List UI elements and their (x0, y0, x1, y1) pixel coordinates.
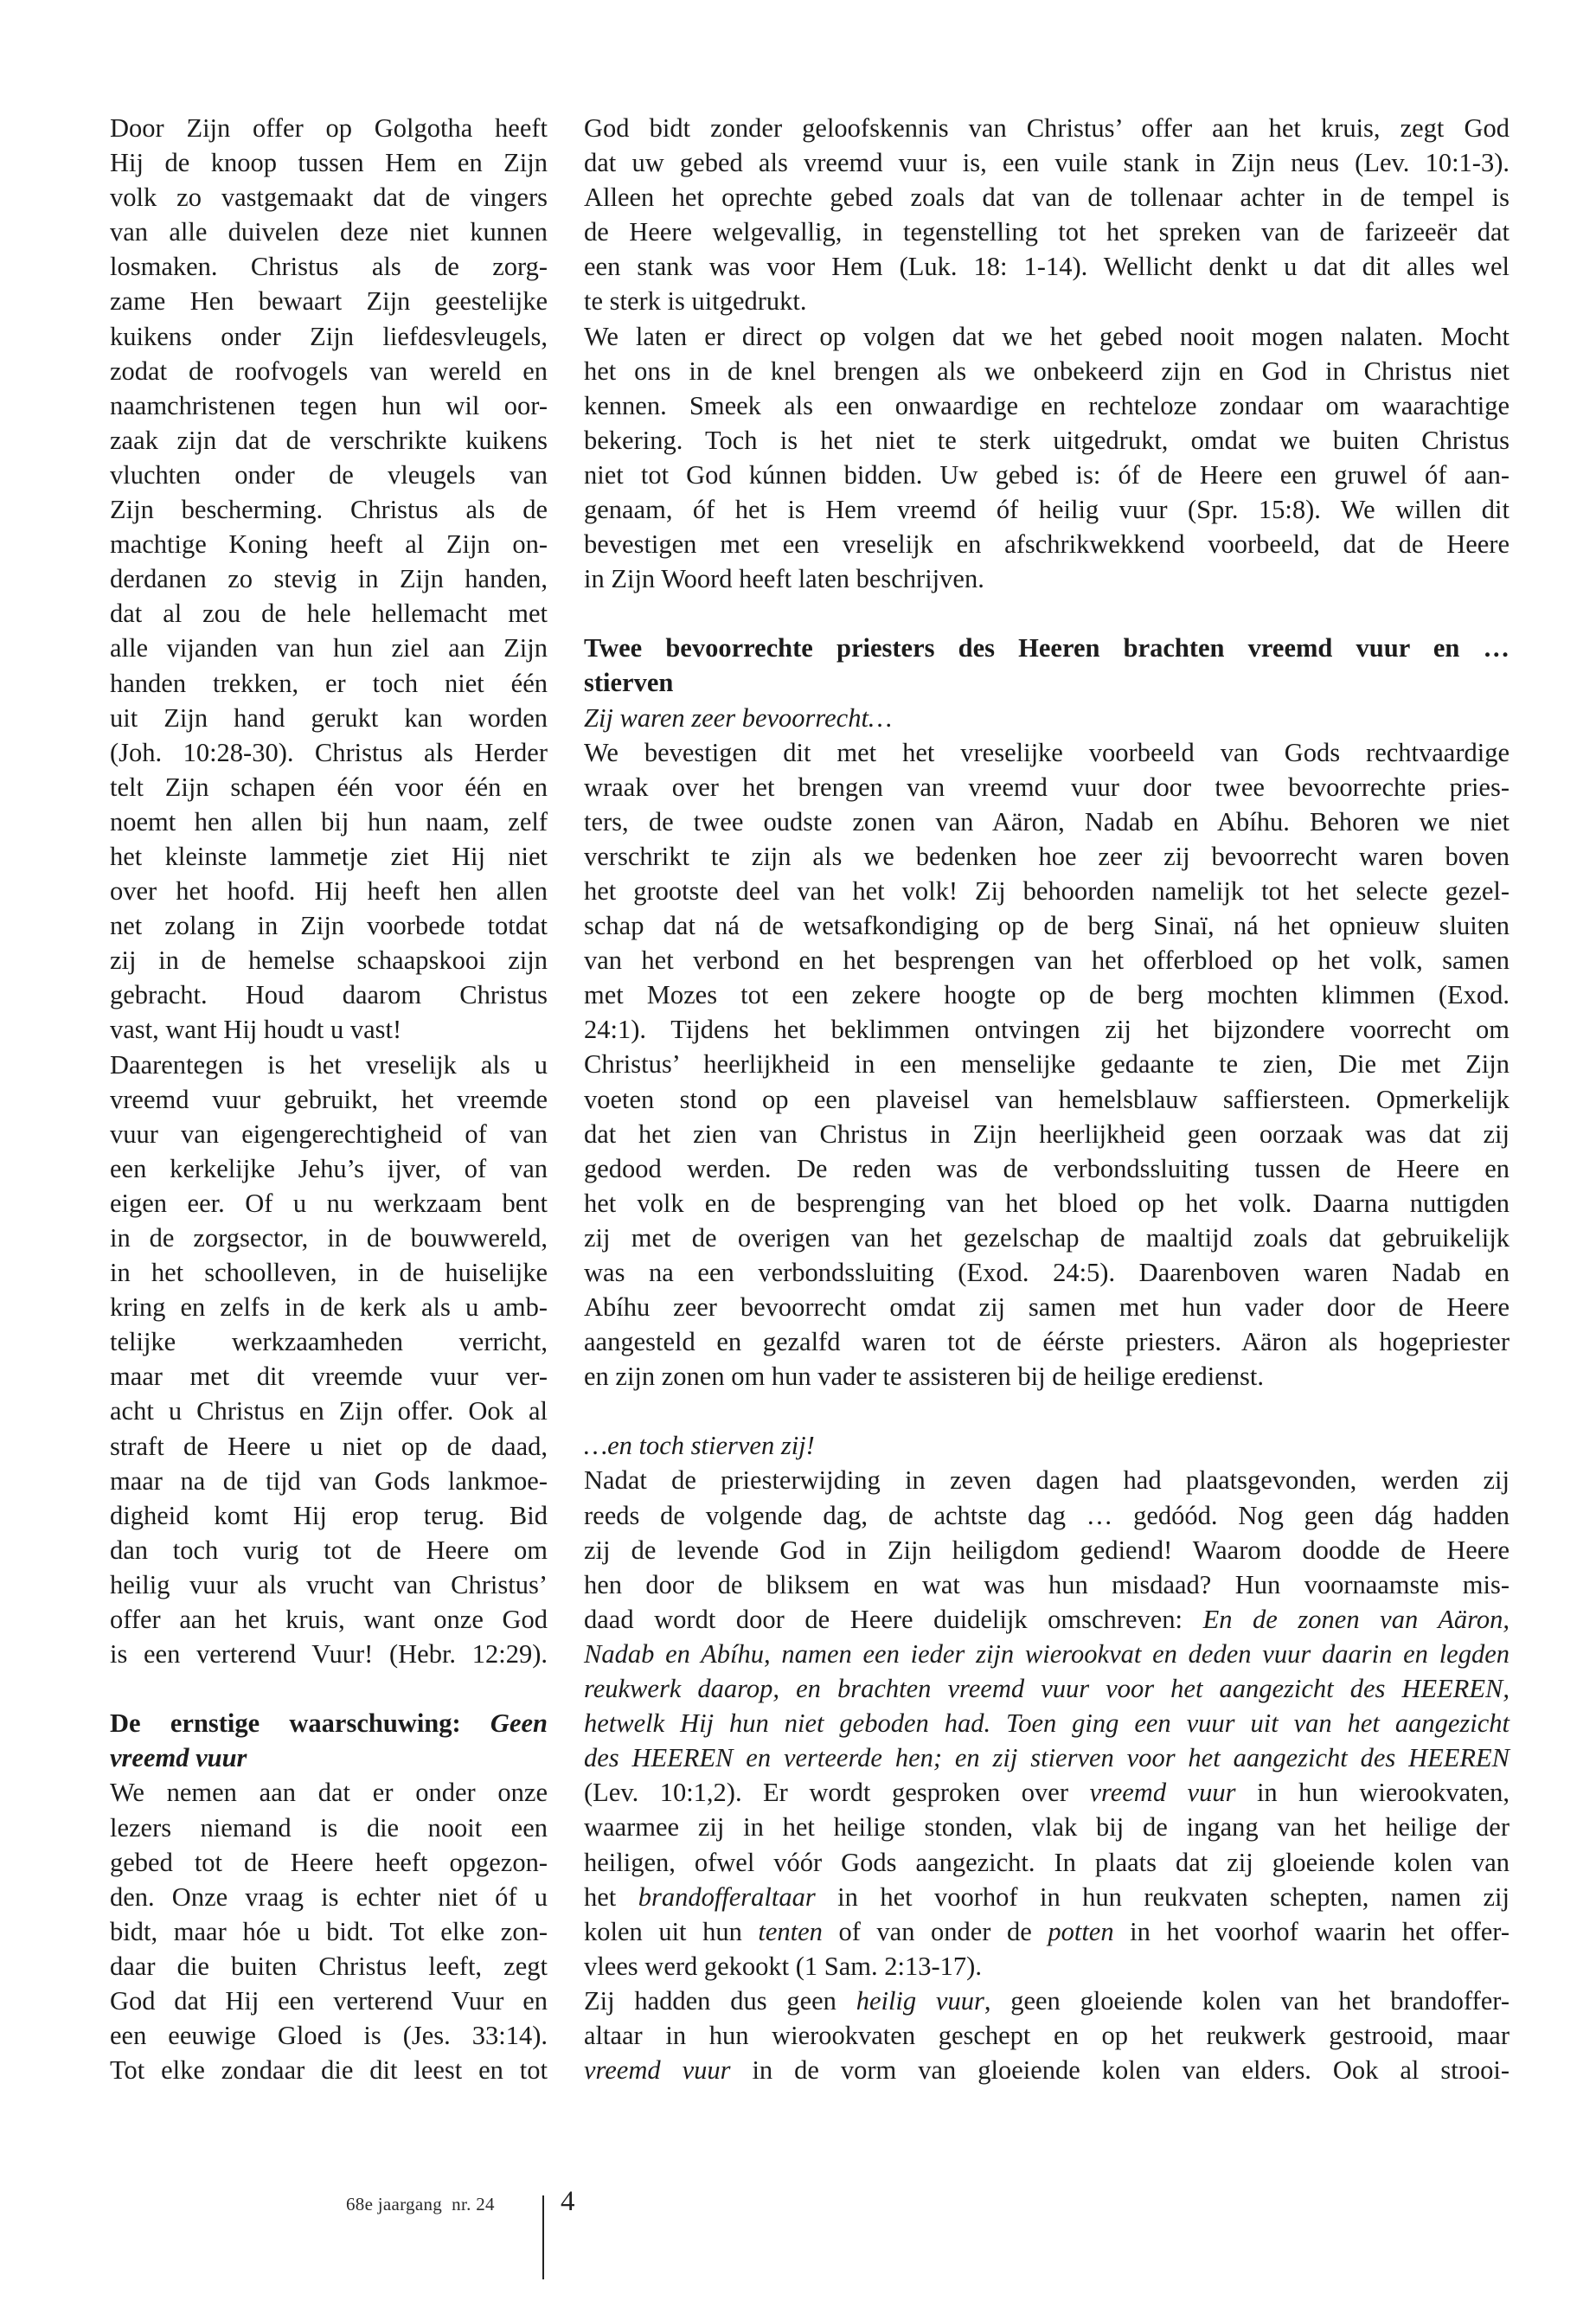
text-run: in het voorhof waarin het offer- (1113, 1916, 1509, 1946)
text-line: telt Zijn schapen één voor één en (110, 772, 548, 802)
text-line: aangesteld en gezalfd waren tot de éérste priesters. Aäron als hogepriester (584, 1327, 1509, 1357)
text-line: een kerkelijke Jehu’s ijver, of van (110, 1153, 548, 1183)
emphasis: heilig vuur (856, 1985, 984, 2016)
text-line: bevestigen met een vreselijk en afschrikwekkend voorbeeld, dat de Heere (584, 529, 1509, 560)
paragraph-never-neglect-prayer (584, 319, 1509, 597)
text-line: kring en zelfs in de kerk als u amb- (110, 1292, 548, 1323)
text-line (584, 1602, 1509, 1637)
text-line: zodat de roofvogels van wereld en (110, 356, 548, 386)
paragraph-christ-holds (110, 111, 548, 1048)
text-line: uit Zijn hand gerukt kan worden (110, 702, 548, 733)
text-line: machtige Koning heeft al Zijn on- (110, 529, 548, 560)
text-line: vluchten onder de vleugels van (110, 459, 548, 490)
text-line: verschrikt te zijn als we bedenken hoe zeer zij bevoorrecht waren boven (584, 841, 1509, 871)
text-line: kuikens onder Zijn liefdesvleugels, (110, 321, 548, 351)
text-line: heiligen, ofwel vóór Gods aangezicht. In plaats dat zij gloeiende kolen van (584, 1847, 1509, 1877)
text-line: naamchristenen tegen hun wil oor- (110, 390, 548, 420)
text-line: We laten er direct op volgen dat we het gebed nooit mogen nalaten. Mocht (584, 321, 1509, 351)
heading-line: Twee bevoorrechte priesters des Heeren brachten vreemd vuur en … (584, 633, 1509, 663)
text-line: met Mozes tot een zekere hoogte op de berg mochten klimmen (Exod. (584, 980, 1509, 1010)
text-line: alle vijanden van hun ziel aan Zijn (110, 633, 548, 663)
text-line: in Zijn Woord heeft laten beschrijven. (584, 564, 984, 594)
text-line: bidt, maar hóe u bidt. Tot elke zon- (110, 1916, 548, 1946)
text-line: is een verterend Vuur! (Hebr. 12:29). (110, 1639, 548, 1670)
text-line: zij met de overigen van het gezelschap de maaltijd zoals dat gebruikelijk (584, 1222, 1509, 1253)
text-line: lezers niemand is die nooit een (110, 1812, 548, 1843)
emphasis: potten (1048, 1916, 1114, 1946)
paragraph-no-holy-fire (584, 1984, 1509, 2087)
page-number: 4 (561, 2186, 575, 2217)
text-line: zaak zijn dat de verschrikte kuikens (110, 425, 548, 455)
emphasis: vreemd vuur (1089, 1778, 1236, 1808)
text-line: gebracht. Houd daarom Christus (110, 980, 548, 1010)
text-run: in hun wierookvaten, (1235, 1778, 1509, 1808)
heading-line (110, 1706, 548, 1740)
text-line: in het schoolleven, in de huiselijke (110, 1258, 548, 1288)
text-line: noemt hen allen bij hun naam, zelf (110, 806, 548, 836)
text-line: bekering. Toch is het niet te sterk uitgedrukt, omdat we buiten Christus (584, 425, 1509, 455)
text-line: gedood werden. De reden was de verbondssluiting tussen de Heere en (584, 1153, 1509, 1183)
text-line: vreemd vuur gebruikt, het vreemde (110, 1084, 548, 1114)
text-line: in de zorgsector, in de bouwwereld, (110, 1223, 548, 1253)
text-line: Zijn bescherming. Christus als de (110, 495, 548, 525)
text-run: kolen uit hun (584, 1916, 759, 1946)
section-heading-warning (110, 1706, 548, 1775)
text-line: het grootste deel van het volk! Zij behoorden namelijk tot het selecte gezel- (584, 875, 1509, 906)
text-line: zij de levende God in Zijn heiligdom gediend! Waarom doodde de Heere (584, 1535, 1509, 1565)
text-line: Tot elke zondaar die dit leest en tot (110, 2055, 548, 2086)
text-line: gebed tot de Heere heeft opgezon- (110, 1847, 548, 1877)
text-line: dan toch vurig tot de Heere om (110, 1535, 548, 1565)
text-line: zij in de hemelse schaapskooi zijn (110, 945, 548, 976)
text-line: van het verbond en het besprengen van het offerbloed op het volk, samen (584, 945, 1509, 976)
text-line: voeten stond op een plaveisel van hemelsblauw saffiersteen. Opmerkelijk (584, 1084, 1509, 1114)
scripture-quote-line: Nadab en Abíhu, namen een ieder zijn wierookvat en deden vuur daarin en legden (584, 1638, 1509, 1669)
issue-label: 68e jaargang nr. 24 (346, 2194, 495, 2214)
text-line: We nemen aan dat er onder onze (110, 1778, 548, 1808)
text-line: zame Hen bewaart Zijn geestelijke (110, 286, 548, 317)
text-line: den. Onze vraag is echter niet óf u (110, 1881, 548, 1912)
text-line: losmaken. Christus als de zorg- (110, 252, 548, 282)
text-line: Hij de knoop tussen Hem en Zijn (110, 148, 548, 178)
scripture-quote: En de zonen van Aäron, (1202, 1604, 1509, 1634)
text-line: telijke werkzaamheden verricht, (110, 1327, 548, 1357)
text-line: acht u Christus en Zijn offer. Ook al (110, 1396, 548, 1426)
paragraph-prayer-continued (584, 111, 1509, 319)
paragraph-their-crime (584, 1463, 1509, 1983)
text-line: Alleen het oprechte gebed zoals dat van de tollenaar achter in de tempel is (584, 183, 1509, 213)
text-line: dat al zou de hele hellemacht met (110, 599, 548, 629)
section-heading-priests (584, 631, 1509, 700)
text-line (584, 2053, 1509, 2087)
text-line: wraak over het brengen van vreemd vuur door twee bevoorrechte pries- (584, 772, 1509, 802)
text-line: over het hoofd. Hij heeft hen allen (110, 876, 548, 907)
text-line: heilig vuur als vrucht van Christus’ (110, 1569, 548, 1599)
text-line: reeds de volgende dag, de achtste dag … gedóód. Nog geen dág hadden (584, 1500, 1509, 1530)
text-line: eigen eer. Of u nu werkzaam bent (110, 1188, 548, 1218)
text-run: daad wordt door de Heere duidelijk omschreven: (584, 1604, 1203, 1634)
text-line: derdanen zo stevig in Zijn handen, (110, 564, 548, 594)
text-line: daar die buiten Christus leeft, zegt (110, 1951, 548, 1981)
text-line: dat het zien van Christus in Zijn heerlijkheid geen oorzaak was dat zij (584, 1118, 1509, 1149)
text-line: We bevestigen dit met het vreselijke voorbeeld van Gods rechtvaardige (584, 737, 1509, 767)
scripture-quote-line: reukwerk daarop, en brachten vreemd vuur voor het aangezicht des HEEREN, (584, 1674, 1509, 1704)
text-run: of van onder de (822, 1916, 1048, 1946)
subheading-privileged: Zij waren zeer bevoorrecht… (584, 702, 893, 733)
emphasis: vreemd vuur (584, 2055, 731, 2086)
spacer (584, 1394, 1509, 1428)
footer-divider (542, 2195, 544, 2279)
text-line: vlees werd gekookt (1 Sam. 2:13-17). (584, 1951, 982, 1981)
text-line: de Heere welgevallig, in tegenstelling tot het spreken van de farizeeër dat (584, 217, 1509, 247)
text-line: te sterk is uitgedrukt. (584, 286, 807, 317)
paragraph-privileged-priests (584, 735, 1509, 1394)
text-line: en zijn zonen om hun vader te assisteren bij de heilige eredienst. (584, 1362, 1264, 1392)
text-line: net zolang in Zijn voorbede totdat (110, 911, 548, 941)
text-line: het ons in de knel brengen als we onbekeerd zijn en God in Christus niet (584, 356, 1509, 386)
text-run: , geen gloeiende kolen van het brandoffer- (984, 1985, 1509, 2016)
text-line: Abíhu zeer bevoorrecht omdat zij samen met hun vader door de Heere (584, 1292, 1509, 1323)
text-line: genaam, óf het is Hem vreemd óf heilig vuur (Spr. 15:8). We willen dit (584, 495, 1509, 525)
emphasis: brandofferaltaar (638, 1881, 816, 1912)
text-line: het volk en de besprenging van het bloed op het volk. Daarna nuttigden (584, 1188, 1509, 1218)
text-line: Door Zijn offer op Golgotha heeft (110, 113, 548, 143)
text-line (584, 1984, 1509, 2018)
text-line: Nadat de priesterwijding in zeven dagen had plaatsgevonden, werden zij (584, 1465, 1509, 1496)
heading-line: vreemd vuur (110, 1743, 247, 1773)
paragraph-prayer (110, 1775, 548, 2087)
subheading-yet-they-died: …en toch stierven zij! (584, 1431, 815, 1461)
paragraph-strange-fire (110, 1048, 548, 1672)
text-run: Zij hadden dus geen (584, 1985, 856, 2016)
text-line: kennen. Smeek als een onwaardige en rechteloze zondaar om waarachtige (584, 390, 1509, 420)
heading-bold: De ernstige waarschuwing: (110, 1708, 490, 1739)
text-line: handen trekken, er toch niet één (110, 668, 548, 698)
text-run: (Lev. 10:1,2). Er wordt gesproken over (584, 1778, 1090, 1808)
text-line (584, 1914, 1509, 1949)
text-line: straft de Heere u niet op de daad, (110, 1431, 548, 1461)
text-run: in het voorhof in hun reukvaten schepten, namen zij (815, 1881, 1509, 1912)
text-line: volk zo vastgemaakt dat de vingers (110, 183, 548, 213)
text-line: offer aan het kruis, want onze God (110, 1605, 548, 1635)
text-line: God dat Hij een verterend Vuur en (110, 1985, 548, 2016)
text-line: ters, de twee oudste zonen van Aäron, Nadab en Abíhu. Behoren we niet (584, 806, 1509, 836)
text-line: een stank was voor Hem (Luk. 18: 1-14). Wellicht denkt u dat dit alles wel (584, 252, 1509, 282)
text-line: altaar in hun wierookvaten geschept en op het reukwerk gestrooid, maar (584, 2020, 1509, 2050)
text-run: in de vorm van gloeiende kolen van elders. Ook al strooi- (730, 2055, 1509, 2086)
text-line: maar na de tijd van Gods lankmoe- (110, 1465, 548, 1496)
text-line: Daarentegen is het vreselijk als u (110, 1049, 548, 1080)
heading-line: stierven (584, 668, 674, 698)
text-run: het (584, 1881, 638, 1912)
text-line: hen door de bliksem en wat was hun misdaad? Hun voornaamste mis- (584, 1569, 1509, 1599)
text-line: digheid komt Hij erop terug. Bid (110, 1500, 548, 1530)
text-line: Christus’ heerlijkheid in een menselijke gedaante te zien, Die met Zijn (584, 1049, 1509, 1080)
scripture-quote-line: hetwelk Hij hun niet geboden had. Toen ging een vuur uit van het aangezicht (584, 1708, 1509, 1739)
text-line (584, 1775, 1509, 1810)
text-line (584, 1880, 1509, 1914)
emphasis: tenten (758, 1916, 823, 1946)
text-line: een eeuwige Gloed is (Jes. 33:14). (110, 2021, 548, 2051)
text-line: waarmee zij in het heilige stonden, vlak bij de ingang van het heilige der (584, 1812, 1509, 1843)
text-line: (Joh. 10:28-30). Christus als Herder (110, 737, 548, 767)
text-line: vuur van eigengerechtigheid of van (110, 1118, 548, 1149)
scripture-quote-line: des HEEREN en verteerde hen; en zij stierven voor het aangezicht des HEEREN (584, 1743, 1509, 1773)
text-line: was na een verbondssluiting (Exod. 24:5). Daarenboven waren Nadab en (584, 1258, 1509, 1287)
text-line: maar met dit vreemde vuur ver- (110, 1362, 548, 1392)
text-line: vast, want Hij houdt u vast! (110, 1015, 402, 1045)
text-line: niet tot God kúnnen bidden. Uw gebed is: óf de Heere een gruwel óf aan- (584, 459, 1509, 490)
spacer (110, 1671, 548, 1706)
heading-italic: Geen (490, 1708, 548, 1739)
right-column (584, 111, 1509, 2087)
text-line: God bidt zonder geloofskennis van Christus’ offer aan het kruis, zegt God (584, 113, 1509, 143)
left-column (110, 111, 548, 2087)
text-line: 24:1). Tijdens het beklimmen ontvingen zij het bijzondere voorrecht om (584, 1015, 1509, 1045)
spacer (584, 596, 1509, 631)
text-line: het kleinste lammetje ziet Hij niet (110, 841, 548, 871)
text-line: dat uw gebed als vreemd vuur is, een vuile stank in Zijn neus (Lev. 10:1-3). (584, 148, 1509, 178)
text-line: schap dat ná de wetsafkondiging op de berg Sinaï, ná het opnieuw sluiten (584, 911, 1509, 941)
text-line: van alle duivelen deze niet kunnen (110, 217, 548, 247)
